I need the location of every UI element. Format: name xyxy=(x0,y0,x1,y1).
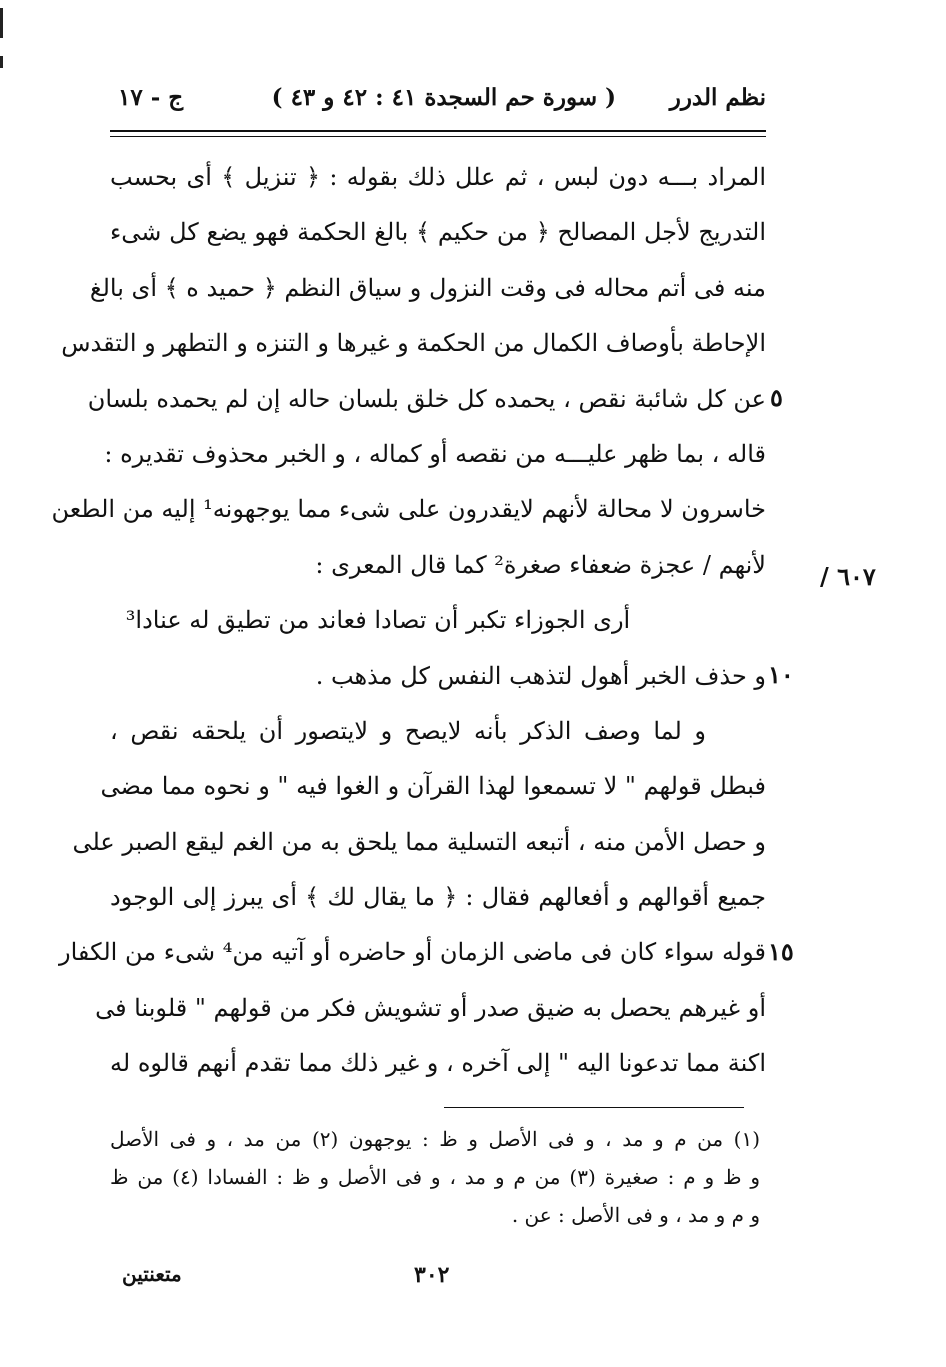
page-number: ٣٠٢ xyxy=(414,1262,450,1288)
text-line: الإحاطة بأوصاف الكمال من الحكمة و غيرها و التنزه و التطهر و التقدس xyxy=(61,329,766,358)
text-line: جميع أقوالهم و أفعالهم فقال : ﴿ ما يقال لك ﴾ أى يبرز إلى الوجود xyxy=(110,883,766,912)
catchword: متعنتين xyxy=(122,1262,182,1286)
footnote-rule xyxy=(444,1107,744,1108)
marginal-page-reference: ٦٠٧ / xyxy=(820,562,876,591)
text-line: التدريج لأجل المصالح ﴿ من حكيم ﴾ بالغ الحكمة فهو يضع كل شىء xyxy=(110,218,766,247)
footnote-line: و ظ و م : صغيرة (٣) من م و مد ، و فى الأصل و ظ : الفسادا (٤) من ظ xyxy=(110,1165,761,1189)
book-title: نظم الدرر xyxy=(669,84,766,111)
footnotes xyxy=(110,1120,760,1234)
running-header xyxy=(118,84,766,124)
footnote-line: (١) من م و مد ، و فى الأصل و ظ : يوجهون (٢) من مد ، و فى الأصل xyxy=(110,1127,760,1151)
text-line: خاسرون لا محالة لأنهم لايقدرون على شىء مما يوجهونه¹ إليه من الطعن xyxy=(51,495,766,524)
text-line: فبطل قولهم " لا تسمعوا لهذا القرآن و الغوا فيه " و نحوه مما مضى xyxy=(100,772,766,801)
text-line: اكنة مما تدعونا اليه " إلى آخره ، و غير ذلك مما تقدم أنهم قالوه له xyxy=(110,1049,766,1078)
main-text xyxy=(51,150,766,1092)
text-line: لأنهم / عجزة ضعفاء صغرة² كما قال المعرى : xyxy=(315,550,766,579)
line-number: ١٥ xyxy=(768,937,794,966)
text-line: المراد بـــه دون لبس ، ثم علل ذلك بقوله : ﴿ تنزيل ﴾ أى بحسب xyxy=(110,163,766,191)
header-rule-thin xyxy=(110,136,766,137)
page-edge-mark xyxy=(0,56,3,68)
text-line: أو غيرهم يحصل به ضيق صدر أو تشويش فكر من قولهم " قلوبنا فى xyxy=(95,993,766,1022)
text-line: و حصل الأمن منه ، أتبعه التسلية مما يلحق به من الغم ليقع الصبر على xyxy=(72,827,766,856)
line-number: ١٠ xyxy=(768,660,794,689)
text-line: و حذف الخبر أهول لتذهب النفس كل مذهب . xyxy=(315,661,766,690)
text-line: قاله ، بما ظهر عليـــه من نقصه أو كماله ، و الخبر محذوف تقديره : xyxy=(104,439,766,468)
footnote-line: و م و مد ، و فى الأصل : عن . xyxy=(511,1203,760,1227)
text-line: عن كل شائبة نقص ، يحمده كل خلق بلسان حاله إن لم يحمده بلسان xyxy=(87,384,766,413)
header-rule xyxy=(110,130,766,132)
text-line: قوله سواء كان فى ماضى الزمان أو حاضره أو آتيه من⁴ شىء من الكفار xyxy=(59,938,766,967)
surah-reference: ( سورة حم السجدة ٤١ : ٤٢ و ٤٣ ) xyxy=(271,84,616,111)
poetry-verse: أرى الجوزاء تكبر أن تصادا فعاند من تطيق له عنادا³ xyxy=(125,606,631,635)
line-number: ٥ xyxy=(770,383,783,412)
volume-number: ج - ١٧ xyxy=(118,84,184,111)
page-edge-mark xyxy=(0,8,3,38)
text-line: منه فى أتم محاله فى وقت النزول و سياق النظم ﴿ حميد ه ﴾ أى بالغ xyxy=(89,273,766,302)
text-line: و لما وصف الذكر بأنه لايصح و لايتصور أن يلحقه نقص ، xyxy=(110,716,706,745)
